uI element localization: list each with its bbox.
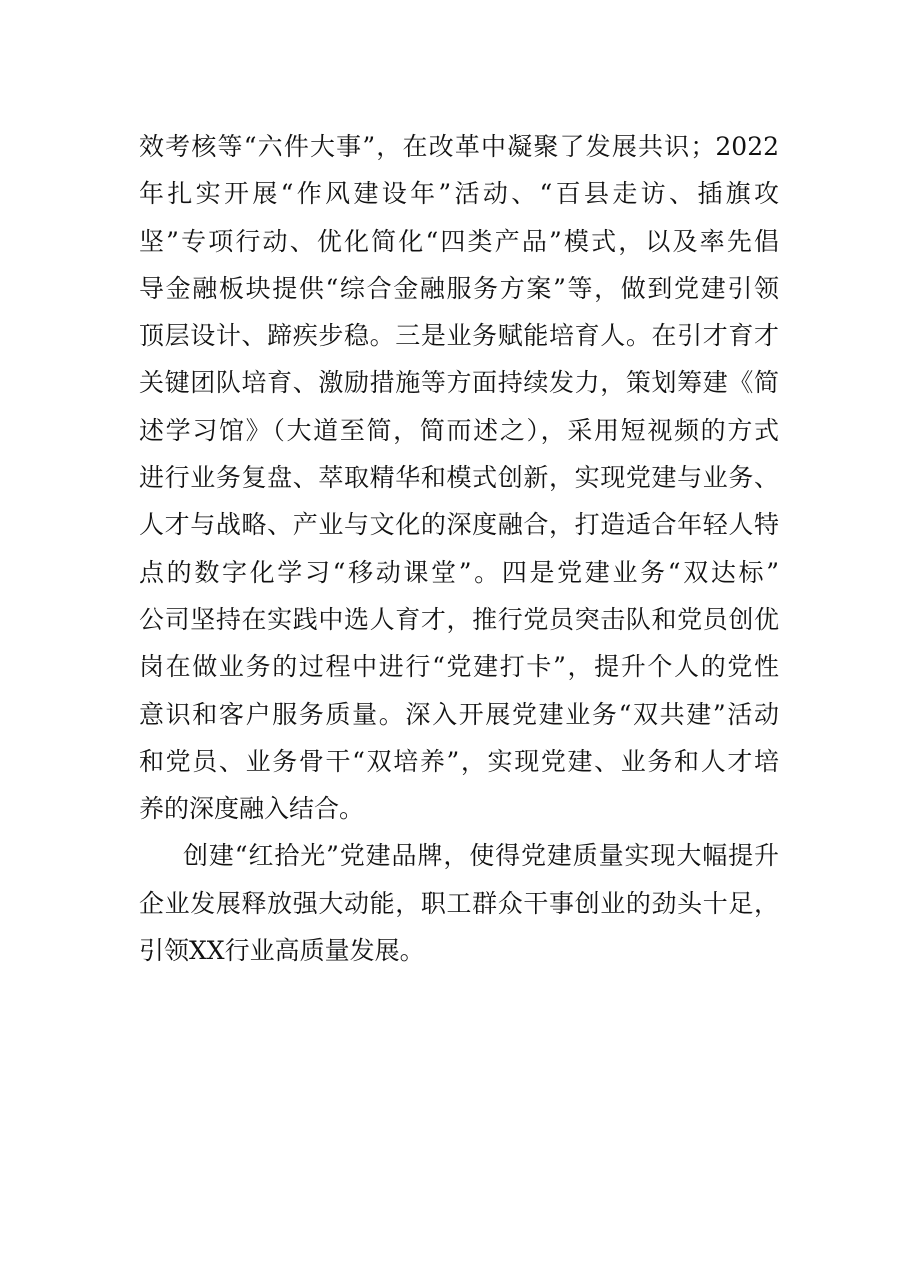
paragraph-line: 岗在做业务的过程中进行“党建打卡”，提升个人的党性 [139, 652, 779, 682]
paragraph-1 [139, 123, 779, 832]
paragraph-line: 效考核等“六件大事”，在改革中凝聚了发展共识；2022 [139, 132, 779, 161]
paragraph-line: 进行业务复盘、萃取精华和模式创新，实现党建与业务、 [139, 463, 779, 493]
paragraph-line: 导金融板块提供“综合金融服务方案”等，做到党建引领 [139, 273, 779, 303]
paragraph-line: 和党员、业务骨干“双培养”，实现党建、业务和人才培 [139, 746, 779, 776]
paragraph-line: 人才与战略、产业与文化的深度融合，打造适合年轻人特 [139, 510, 779, 540]
paragraph-line: 意识和客户服务质量。深入开展党建业务“双共建”活动 [139, 699, 779, 729]
paragraph-line: 顶层设计、蹄疾步稳。三是业务赋能培育人。在引才育才 [139, 321, 779, 351]
document-body [139, 123, 779, 974]
paragraph-line: 公司坚持在实践中选人育才，推行党员突击队和党员创优 [139, 604, 779, 634]
paragraph-line: 坚”专项行动、优化简化“四类产品”模式，以及率先倡 [139, 226, 779, 256]
paragraph-line: 引领XX行业高质量发展。 [139, 936, 425, 966]
paragraph-line: 关键团队培育、激励措施等方面持续发力，策划筹建《简 [139, 368, 779, 398]
paragraph-line: 企业发展释放强大动能，职工群众干事创业的劲头十足， [139, 888, 779, 918]
paragraph-line: 养的深度融入结合。 [139, 794, 365, 824]
paragraph-line: 点的数字化学习“移动课堂”。四是党建业务“双达标” [139, 557, 779, 587]
paragraph-line: 年扎实开展“作风建设年”活动、“百县走访、插旗攻 [139, 179, 779, 209]
paragraph-line: 述学习馆》（大道至简，简而述之），采用短视频的方式 [139, 415, 779, 445]
paragraph-line: 创建“红拾光”党建品牌，使得党建质量实现大幅提升 [183, 841, 779, 871]
paragraph-2 [139, 832, 779, 974]
